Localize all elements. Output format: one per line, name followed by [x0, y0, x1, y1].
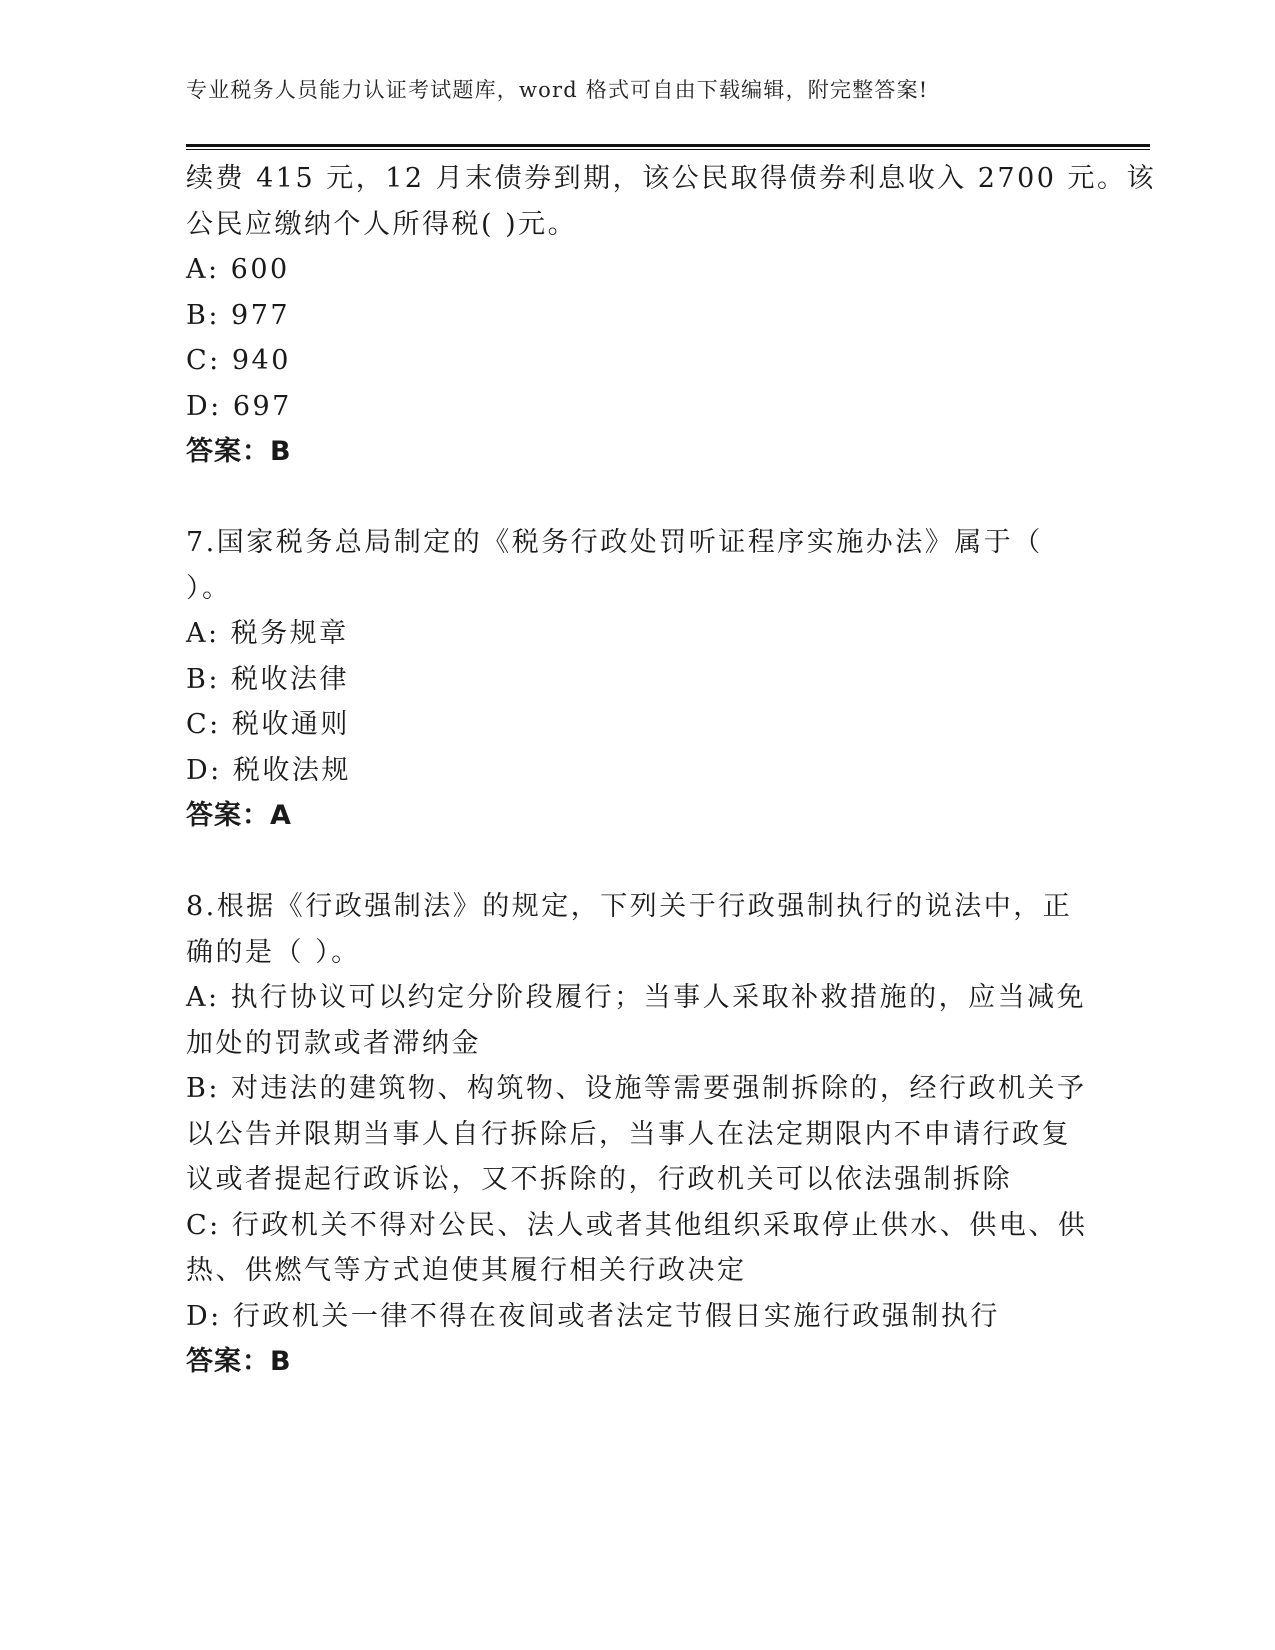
- question-stem-line: 8.根据《行政强制法》的规定，下列关于行政强制执行的说法中，正: [186, 891, 1073, 922]
- question-stem-line: 公民应缴纳个人所得税( )元。: [186, 208, 578, 240]
- question-8: [186, 884, 1086, 1385]
- header-rule-thick: [186, 144, 1150, 147]
- question-stem-line: 续费 415 元，12 月末债券到期，该公民取得债券利息收入 2700 元。该: [186, 163, 1157, 194]
- header-rule-thin: [186, 149, 1150, 150]
- option-d: D: 税收法规: [186, 754, 351, 786]
- option-c-line: C: 行政机关不得对公民、法人或者其他组织采取停止供水、供电、供: [186, 1209, 1088, 1241]
- option-c: C: 税收通则: [186, 709, 350, 740]
- option-d: D: 697: [186, 390, 292, 422]
- page-header: 专业税务人员能力认证考试题库，word 格式可自由下载编辑，附完整答案!: [186, 78, 929, 102]
- option-a-line: 加处的罚款或者滞纳金: [186, 1027, 481, 1059]
- option-d-line: D: 行政机关一律不得在夜间或者法定节假日实施行政强制执行: [186, 1300, 1000, 1332]
- option-b-line: 以公告并限期当事人自行拆除后，当事人在法定期限内不申请行政复: [186, 1118, 1071, 1150]
- option-b-line: B: 对违法的建筑物、构筑物、设施等需要强制拆除的，经行政机关予: [186, 1073, 1087, 1104]
- question-7: [186, 520, 1086, 839]
- question-6: [186, 156, 1157, 475]
- option-b: B: 977: [186, 299, 291, 331]
- option-c: C: 940: [186, 345, 291, 376]
- answer: 答案：A: [186, 800, 292, 831]
- option-b: B: 税收法律: [186, 663, 350, 695]
- option-b-line: 议或者提起行政诉讼，又不拆除的，行政机关可以依法强制拆除: [186, 1164, 1012, 1195]
- option-a: A: 税务规章: [186, 618, 349, 649]
- answer: 答案：B: [186, 1346, 292, 1377]
- option-c-line: 热、供燃气等方式迫使其履行相关行政决定: [186, 1255, 747, 1286]
- option-a-line: A: 执行协议可以约定分阶段履行；当事人采取补救措施的，应当减免: [186, 982, 1087, 1013]
- question-stem-line: 确的是（ ）。: [186, 936, 361, 968]
- question-stem-line: ）。: [186, 572, 232, 604]
- question-stem-line: 7.国家税务总局制定的《税务行政处罚听证程序实施办法》属于（: [186, 527, 1043, 558]
- option-a: A: 600: [186, 254, 290, 285]
- exam-content: [186, 156, 1157, 1385]
- answer: 答案：B: [186, 436, 292, 467]
